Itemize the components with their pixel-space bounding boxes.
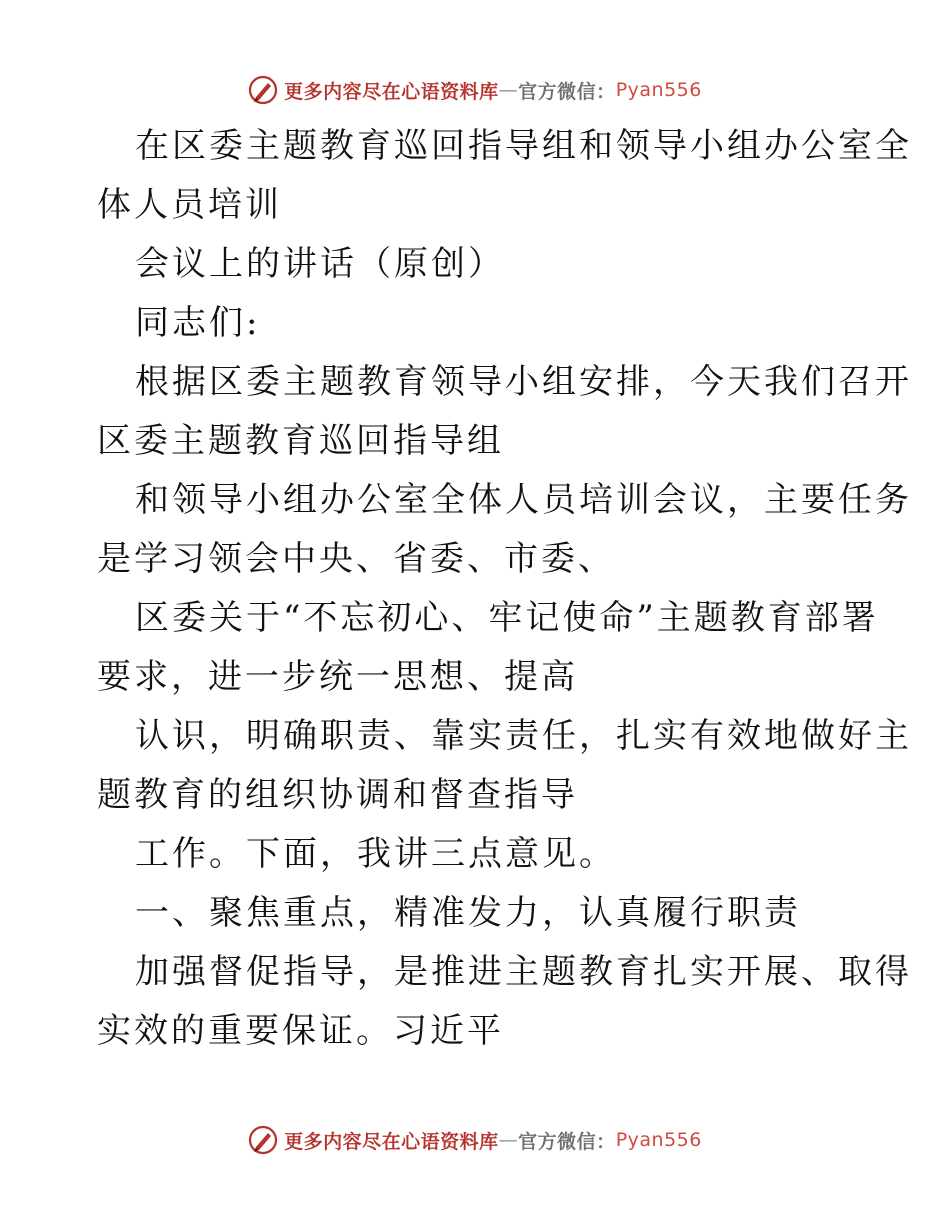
text-line: 工作。下面，我讲三点意见。 (135, 834, 616, 874)
section-heading: 一、聚焦重点，精准发力，认真履行职责 (135, 893, 801, 933)
text-line: 在区委主题教育巡回指导组和领导小组办公室全 (135, 126, 912, 166)
text-line: 实效的重要保证。习近平 (97, 1011, 504, 1051)
watermark-site: 更多内容尽在心语资料库 (284, 80, 499, 103)
text-line: 同志们: (135, 303, 261, 343)
text-line: 体人员培训 (97, 185, 282, 225)
document-body (97, 117, 912, 1061)
text-line: 根据区委主题教育领导小组安排，今天我们召开 (135, 362, 912, 402)
watermark-header (0, 70, 950, 110)
text-line: 和领导小组办公室全体人员培训会议，主要任务 (135, 480, 912, 520)
pen-logo-icon (248, 75, 278, 105)
watermark-footer (0, 1120, 950, 1160)
watermark-dash: — (498, 79, 519, 101)
watermark-label: 官方微信： (518, 80, 616, 103)
watermark-id: Pyan556 (615, 1129, 702, 1151)
text-line: 要求，进一步统一思想、提高 (97, 657, 578, 697)
text-line: 区委关于“不忘初心、牢记使命”主题教育部署 (135, 598, 879, 638)
watermark-site: 更多内容尽在心语资料库 (284, 1130, 499, 1153)
text-line: 加强督促指导，是推进主题教育扎实开展、取得 (135, 952, 912, 992)
text-line: 是学习领会中央、省委、市委、 (97, 539, 615, 579)
text-line: 区委主题教育巡回指导组 (97, 421, 504, 461)
text-line: 认识，明确职责、靠实责任，扎实有效地做好主 (135, 716, 912, 756)
watermark-dash: — (498, 1129, 519, 1151)
text-line: 题教育的组织协调和督查指导 (97, 775, 578, 815)
pen-logo-icon (248, 1125, 278, 1155)
watermark-label: 官方微信： (518, 1130, 616, 1153)
text-line: 会议上的讲话（原创） (135, 244, 505, 284)
watermark-id: Pyan556 (615, 79, 702, 101)
